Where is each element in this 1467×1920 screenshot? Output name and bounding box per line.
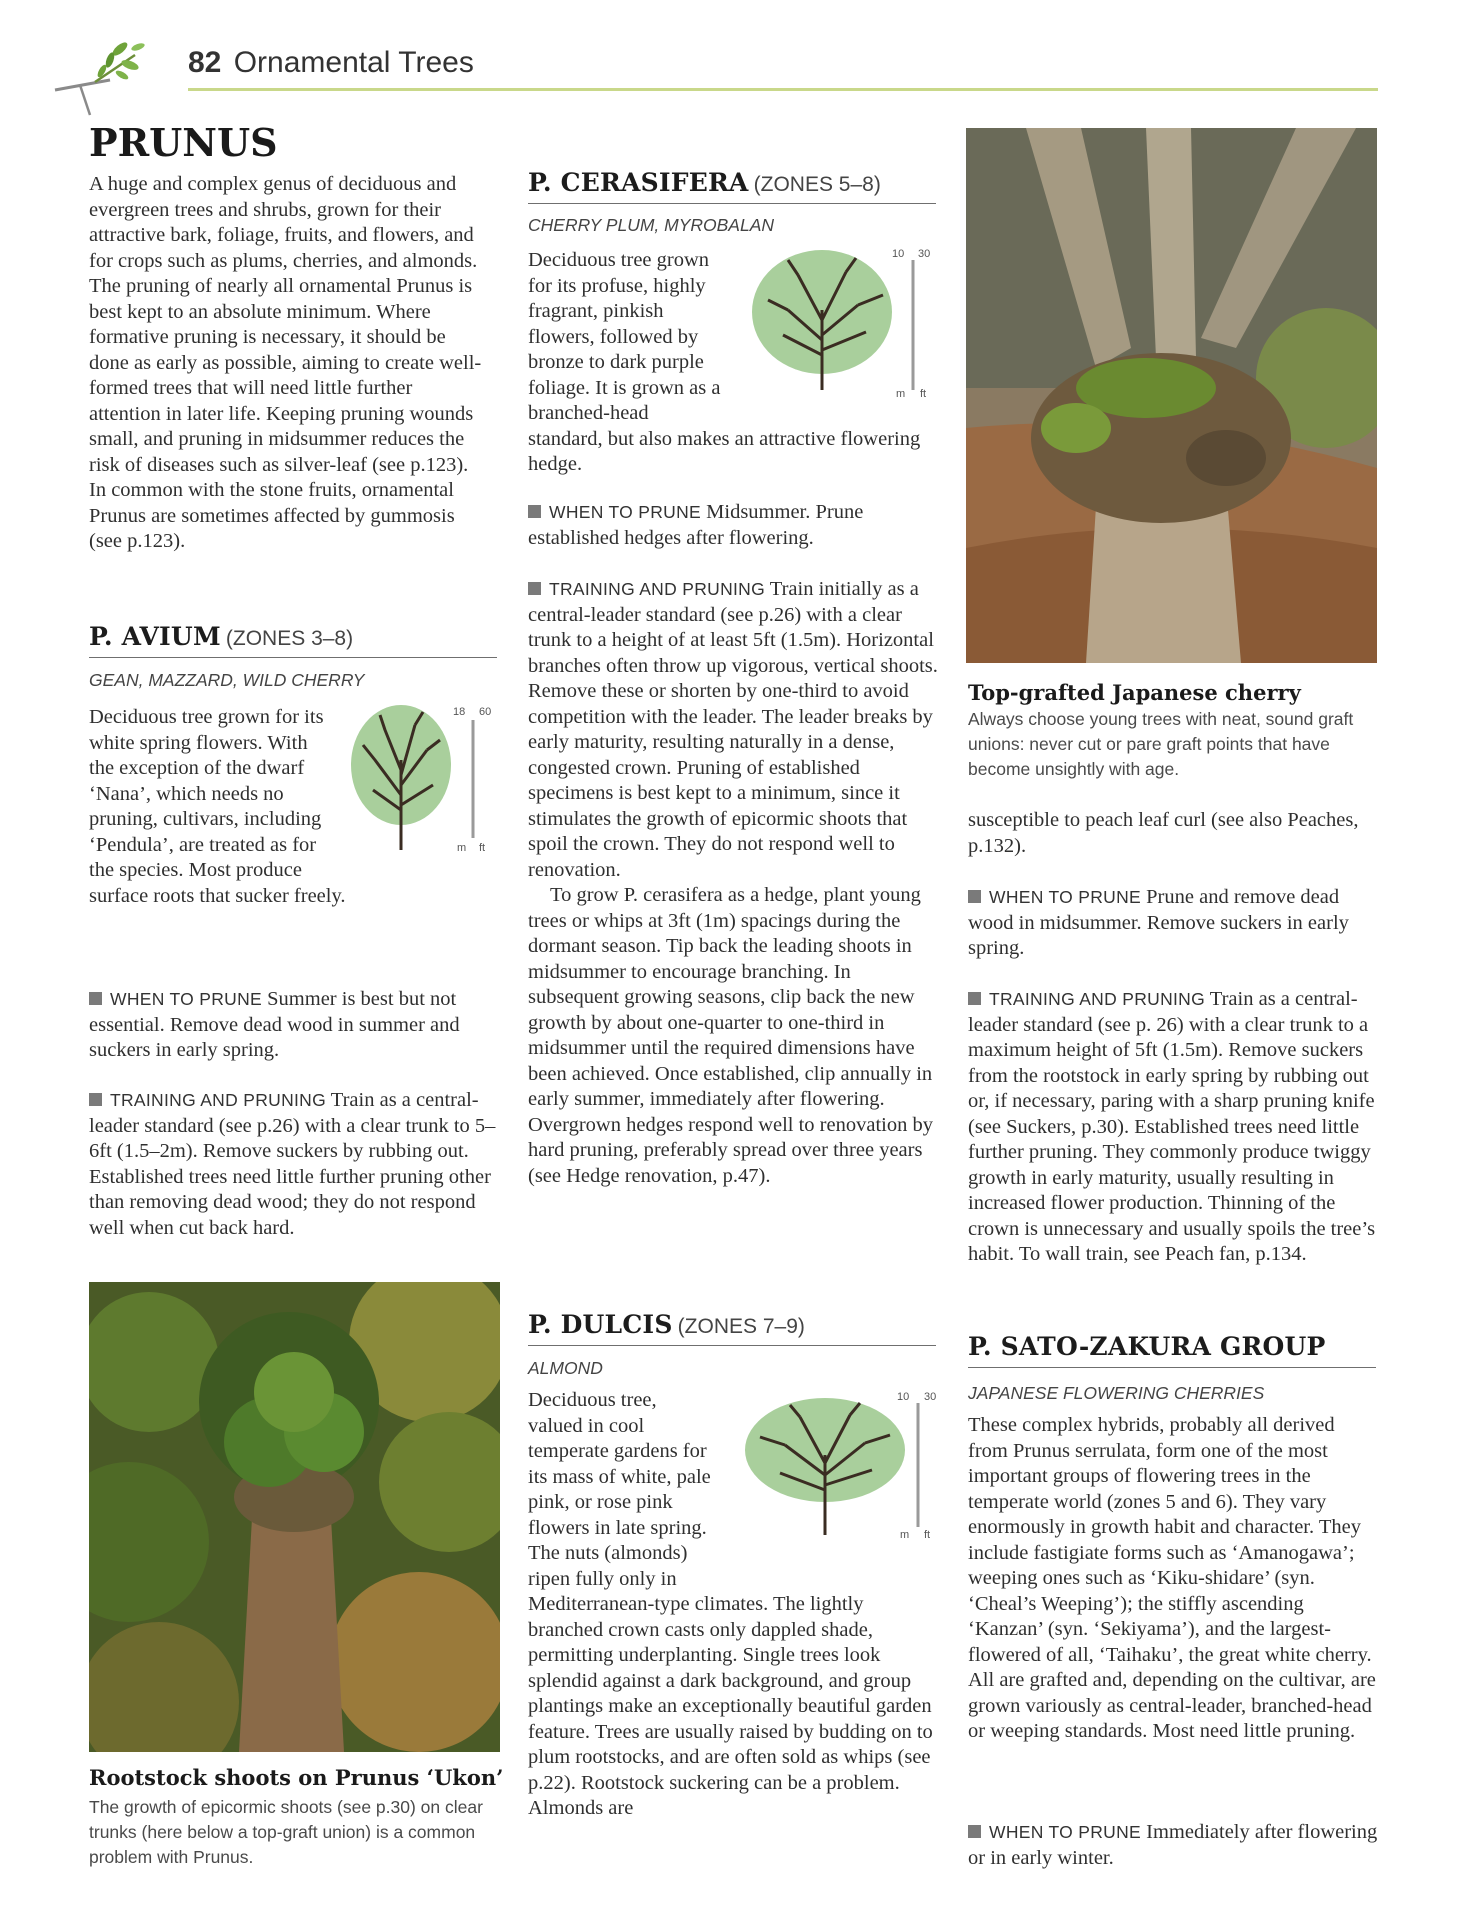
satozakura-common-name: JAPANESE FLOWERING CHERRIES (968, 1383, 1265, 1403)
avium-training-text: Train as a central-leader standard (see p.26) with a clear trunk to 5–6ft (1.5–2m). Remove suckers by rubbing out. Established trees need little further pruning other than removing dead wood; they do not respond well when cut back hard. (89, 1089, 496, 1239)
cerasifera-when-to-prune (528, 500, 938, 551)
when-bullet-icon (528, 505, 541, 518)
cerasifera-scale-ft: 30 (918, 248, 931, 260)
when-bullet-icon (968, 1825, 981, 1838)
cerasifera-when-label: WHEN TO PRUNE (549, 502, 702, 522)
cerasifera-zones: (ZONES 5–8) (753, 173, 881, 196)
avium-when-to-prune (89, 987, 499, 1064)
avium-zones: (ZONES 3–8) (225, 627, 354, 650)
top-grafted-cherry-photo (966, 128, 1377, 663)
avium-common-name: GEAN, MAZZARD, WILD CHERRY (89, 670, 365, 690)
cerasifera-scale-m: 10 (892, 248, 905, 260)
avium-name: P. AVIUM (89, 622, 221, 651)
rootstock-caption-text: The growth of epicormic shoots (see p.30) on clear trunks (here below a top-graft union) is a common problem with Prunus. (89, 1797, 483, 1867)
avium-description (89, 705, 497, 909)
cerasifera-unit-m: m (896, 388, 906, 400)
avium-scale-ft: 60 (479, 706, 492, 718)
page-number: 82 (188, 46, 222, 79)
dulcis-when-to-prune (968, 885, 1378, 962)
dulcis-zones: (ZONES 7–9) (677, 1315, 805, 1338)
avium-training-label: TRAINING AND PRUNING (110, 1090, 327, 1110)
section-title: Ornamental Trees (233, 46, 474, 79)
dulcis-name: P. DULCIS (528, 1310, 673, 1339)
rootstock-caption-title (89, 1765, 519, 1790)
dulcis-unit-m: m (900, 1529, 910, 1541)
avium-unit-m: m (457, 842, 467, 854)
rootstock-shoots-photo (89, 1282, 500, 1752)
header-rule (188, 88, 1378, 91)
rootstock-caption-title-text: Rootstock shoots on Prunus ‘Ukon’ (89, 1765, 504, 1790)
cerasifera-name: P. CERASIFERA (528, 168, 749, 197)
satozakura-when-text: Immediately after flowering or in early winter. (968, 1821, 1378, 1869)
top-grafted-caption-text: Always choose young trees with neat, sound graft unions: never cut or pare graft points that have become unsightly with age. (968, 709, 1354, 779)
training-bullet-icon (528, 582, 541, 595)
cerasifera-training (528, 577, 938, 1189)
cerasifera-description (528, 248, 938, 478)
dulcis-common-name: ALMOND (528, 1358, 603, 1378)
satozakura-description (968, 1413, 1378, 1745)
cerasifera-training-label: TRAINING AND PRUNING (549, 579, 766, 599)
cerasifera-unit-ft: ft (920, 388, 927, 400)
cerasifera-training-text: Train initially as a central-leader standard (see p.26) with a clear trunk to a height of at least 5ft (1.5m). Horizontal branches often throw up vigorous, vertical shoots. Remove these or shorten by one-third to avoid competition with the leader. The leader breaks by early maturity, resulting naturally in a dense, congested crown. Pruning of established specimens is best kept to a minimum, since it stimulates the growth of epicormic shoots that spoil the crown. They do not respond well to renovation. (528, 578, 938, 881)
cerasifera-common-name: CHERRY PLUM, MYROBALAN (528, 215, 775, 235)
dulcis-training-text: Train as a central-leader standard (see p. 26) with a clear trunk to a maximum height of 5ft (1.5m). Remove suckers from the rootstock in early spring by rubbing out or, if necessary, paring with a sharp pruning knife (see Suckers, p.30). Established trees need little further pruning. They commonly produce twiggy growth in early maturity, usually resulting in increased flower production. Thinning of the crown is unnecessary and usually spoils the tree’s habit. To wall train, see Peach fan, p.134. (968, 988, 1376, 1265)
dulcis-description-text: Deciduous tree, valued in cool temperate gardens for its mass of white, pale pink, or rose pink flowers in late spring. The nuts (almonds) ripen fully only in Mediterranean-type climates. The lightly branched crown casts only dappled shade, permitting underplanting. Single trees look splendid against a dark background, and group plantings make an exceptionally beautiful garden feature. Trees are usually raised by budding on to plum rootstocks, and are often sold as whips (see p.22). Rootstock suckering can be a problem. Almonds are (528, 1389, 933, 1819)
header-sprig-icon (50, 35, 145, 125)
cerasifera-hedge-text: To grow P. cerasifera as a hedge, plant young trees or whips at 3ft (1m) spacings during the dormant season. Tip back the leading shoots in midsummer to encourage branching. In subsequent growing seasons, clip back the new growth by about one-quarter to one-third in midsummer until the required dimensions have been achieved. Once established, clip annually in early summer, immediately after flowering. Overgrown hedges respond well to renovation by hard pruning, preferably spread over three years (see Hedge renovation, p.47). (528, 884, 933, 1187)
dulcis-scale-m: 10 (897, 1391, 910, 1403)
dulcis-continued (968, 808, 1378, 859)
avium-heading (89, 622, 497, 658)
genus-intro (89, 172, 484, 555)
dulcis-scale-ft: 30 (924, 1391, 937, 1403)
cerasifera-description-text: Deciduous tree grown for its profuse, highly fragrant, pinkish flowers, followed by bronze to dark purple foliage. It is grown as a branched-head standard, but also makes an attractive flowering hedge. (528, 249, 921, 475)
page-header (188, 46, 474, 80)
satozakura-when-label: WHEN TO PRUNE (989, 1822, 1142, 1842)
avium-scale-m: 18 (453, 706, 466, 718)
avium-training (89, 1088, 499, 1241)
training-bullet-icon (89, 1093, 102, 1106)
training-bullet-icon (968, 992, 981, 1005)
genus-title: PRUNUS (89, 120, 278, 165)
dulcis-unit-ft: ft (924, 1529, 931, 1541)
dulcis-training-label: TRAINING AND PRUNING (989, 989, 1206, 1009)
top-grafted-caption-title: Top-grafted Japanese cherry (968, 680, 1301, 705)
when-bullet-icon (89, 992, 102, 1005)
dulcis-heading (528, 1310, 936, 1346)
dulcis-training (968, 987, 1378, 1268)
cerasifera-when-text: Midsummer. Prune established hedges after flowering. (528, 501, 864, 549)
dulcis-when-label: WHEN TO PRUNE (989, 887, 1142, 907)
dulcis-description (528, 1388, 938, 1822)
avium-when-label: WHEN TO PRUNE (110, 989, 263, 1009)
cerasifera-heading (528, 168, 936, 204)
avium-when-text: Summer is best but not essential. Remove dead wood in summer and suckers in early spring. (89, 988, 460, 1061)
dulcis-when-text: Prune and remove dead wood in midsummer. Remove suckers in early spring. (968, 886, 1349, 959)
when-bullet-icon (968, 890, 981, 903)
dulcis-continued-text: susceptible to peach leaf curl (see also Peaches, p.132). (968, 809, 1359, 857)
satozakura-heading (968, 1332, 1376, 1368)
satozakura-when-to-prune (968, 1820, 1378, 1871)
satozakura-description-text: These complex hybrids, probably all derived from Prunus serrulata, form one of the most important groups of flowering trees in the temperate world (zones 5 and 6). They vary enormously in growth habit and character. They include fastigiate forms such as ‘Amanogawa’; weeping ones such as ‘Kiku-shidare’ (syn. ‘Cheal’s Weeping’); the stiffly ascending ‘Kanzan’ (syn. ‘Sekiyama’), and the largest-flowered of all, ‘Taihaku’, the great white cherry. All are grafted and, depending on the cultivar, are grown variously as central-leader, branched-head or weeping standards. Most need little pruning. (968, 1414, 1376, 1742)
avium-description-text: Deciduous tree grown for its white spring flowers. With the exception of the dwarf ‘Nana’, which needs no pruning, cultivars, including ‘Pendula’, are treated as for the species. Most produce surface roots that sucker freely. (89, 706, 346, 907)
satozakura-name: P. SATO-ZAKURA GROUP (968, 1332, 1326, 1361)
avium-unit-ft: ft (479, 842, 486, 854)
genus-intro-text: A huge and complex genus of deciduous and evergreen trees and shrubs, grown for their attractive bark, foliage, fruits, and flowers, and for crops such as plums, cherries, and almonds. The pruning of nearly all ornamental Prunus is best kept to an absolute minimum. Where formative pruning is necessary, it should be done as early as possible, aiming to create well-formed trees that will need little further attention in later life. Keeping pruning wounds small, and pruning in midsummer reduces the risk of diseases such as silver-leaf (see p.123). In common with the stone fruits, ornamental Prunus are sometimes affected by gummosis (see p.123). (89, 173, 482, 552)
